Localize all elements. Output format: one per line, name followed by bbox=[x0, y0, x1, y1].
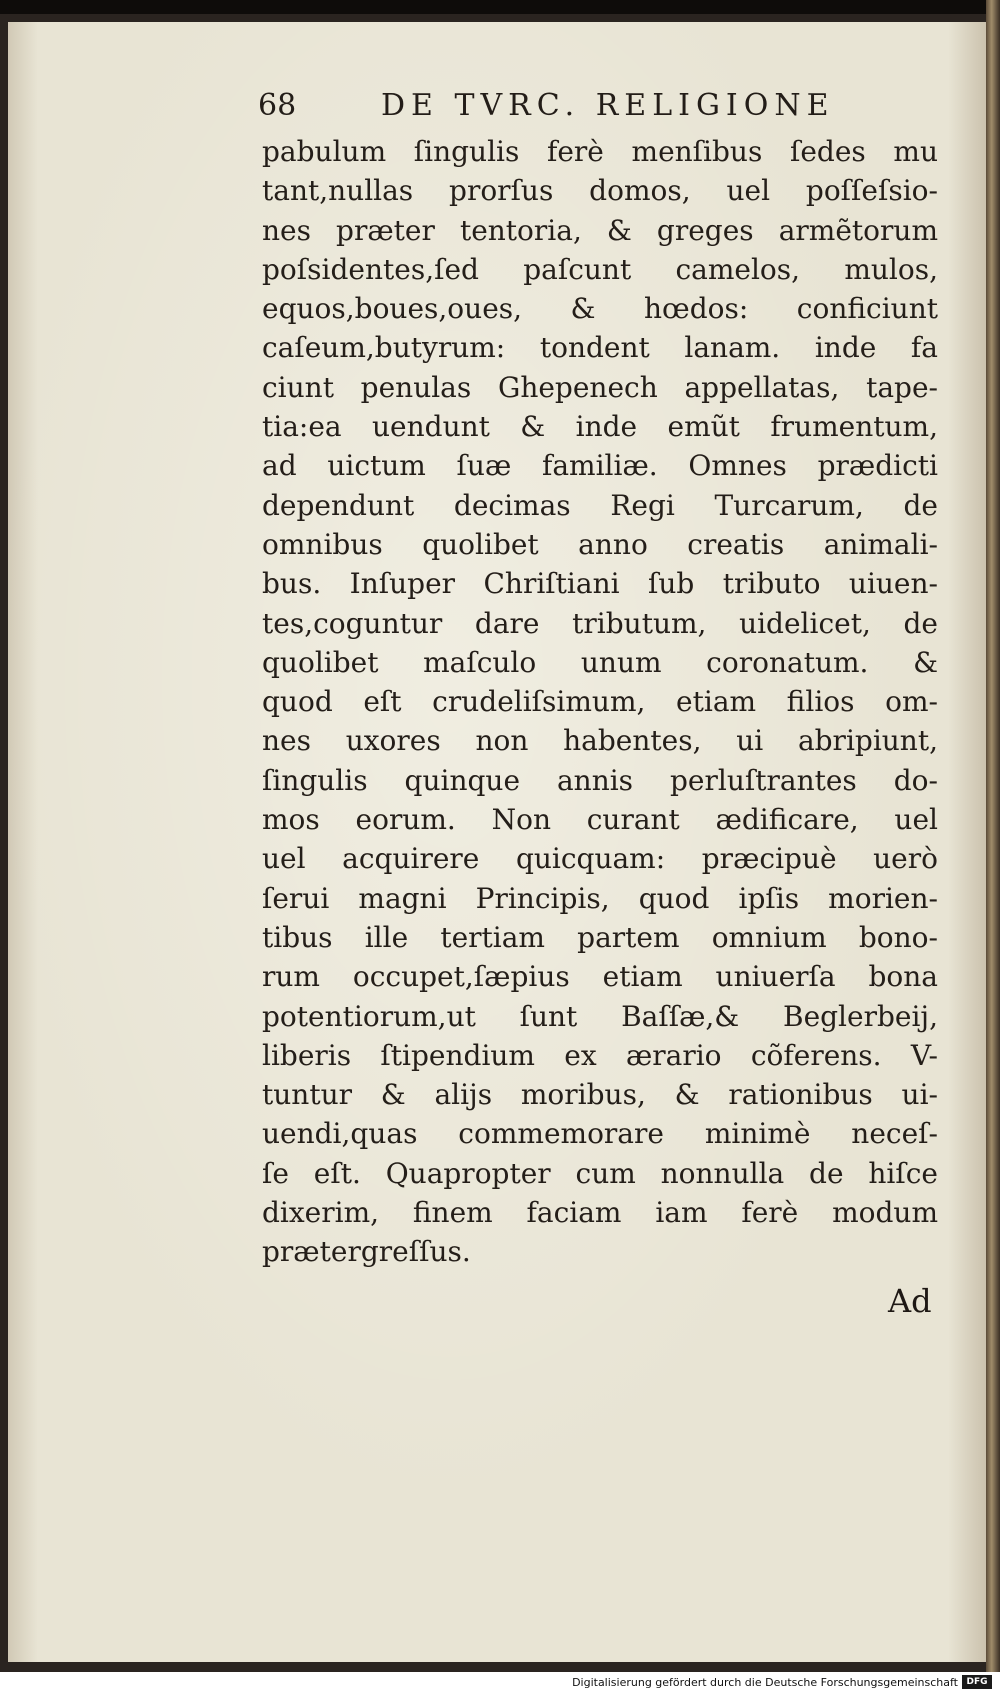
footer-bar bbox=[0, 1672, 1000, 1693]
text-line: ſingulis quinque annis perluſtrantes do- bbox=[262, 763, 938, 797]
text-line: tuntur & alijs moribus, & rationibus ui- bbox=[262, 1078, 938, 1112]
text-line: liberis ſtipendium ex ærario cõferens. V- bbox=[262, 1038, 938, 1072]
text-line: nes uxores non habentes, ui abripiunt, bbox=[262, 724, 938, 758]
text-line: poſsidentes,ſed paſcunt camelos, mulos, bbox=[262, 252, 938, 286]
text-line: caſeum,butyrum: tondent lanam. inde fa bbox=[262, 331, 938, 365]
text-line: ad uictum ſuæ familiæ. Omnes prædicti bbox=[262, 449, 938, 483]
text-line: tes,coguntur dare tributum, uidelicet, de bbox=[262, 606, 938, 640]
dfg-logo: DFG bbox=[962, 1675, 992, 1689]
catchword: Ad bbox=[888, 1282, 932, 1320]
text-line: quod eſt crudeliſsimum, etiam filios om- bbox=[262, 685, 938, 719]
text-line: potentiorum,ut ſunt Baſſæ,& Beglerbeij, bbox=[262, 999, 938, 1033]
text-line: uendi,quas commemorare minimè neceſ- bbox=[262, 1117, 938, 1151]
text-line: prætergreſſus. bbox=[262, 1235, 471, 1269]
running-head: DE TVRC. RELIGIONE bbox=[381, 88, 835, 123]
body-text bbox=[262, 132, 938, 1272]
text-line: dixerim, finem faciam iam ferè modum bbox=[262, 1196, 938, 1230]
text-line: equos,boues,oues, & hœdos: conficiunt bbox=[262, 292, 938, 326]
text-line: ſe eſt. Quapropter cum nonnulla de hiſce bbox=[262, 1156, 938, 1190]
page-number: 68 bbox=[258, 88, 297, 123]
text-line: quolibet maſculo unum coronatum. & bbox=[262, 645, 938, 679]
footer-credit: Digitalisierung gefördert durch die Deutsche Forschungsgemeinschaft bbox=[572, 1676, 958, 1689]
text-line: tant,nullas prorſus domos, uel poſſeſsio- bbox=[262, 174, 938, 208]
text-line: rum occupet,ſæpius etiam uniuerſa bona bbox=[262, 960, 938, 994]
text-line: ſerui magni Principis, quod ipſis morien- bbox=[262, 881, 938, 915]
text-line: omnibus quolibet anno creatis animali- bbox=[262, 527, 938, 561]
text-line: bus. Inſuper Chriſtiani ſub tributo uiuen- bbox=[262, 567, 938, 601]
text-line: nes præter tentoria, & greges armẽtorum bbox=[262, 213, 938, 247]
text-line: dependunt decimas Regi Turcarum, de bbox=[262, 488, 938, 522]
book-binding-edge bbox=[986, 0, 1000, 1672]
page-header bbox=[258, 88, 835, 128]
text-line: tibus ille tertiam partem omnium bono- bbox=[262, 920, 938, 954]
text-line: mos eorum. Non curant ædificare, uel bbox=[262, 803, 938, 837]
text-line: pabulum ſingulis ferè menſibus ſedes mu bbox=[262, 135, 938, 168]
text-line: uel acquirere quicquam: præcipuè uerò bbox=[262, 842, 938, 876]
top-edge bbox=[0, 0, 1000, 14]
text-line: ciunt penulas Ghepenech appellatas, tape- bbox=[262, 370, 938, 404]
text-line: tia:ea uendunt & inde emũt frumentum, bbox=[262, 410, 938, 444]
